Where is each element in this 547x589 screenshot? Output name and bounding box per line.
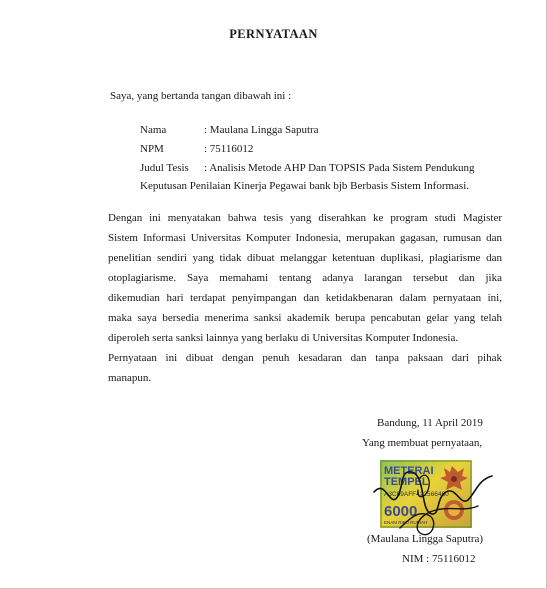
signer-name: (Maulana Lingga Saputra)	[367, 533, 484, 545]
thesis-title-continuation: Keputusan Penilaian Kinerja Pegawai bank bjb Berbasis Sistem Informasi.	[140, 180, 470, 192]
statement-line: Dengan ini menyatakan bahwa tesis yang diserahkan ke program studi Magister	[108, 212, 502, 224]
closing-line: Pernyataan ini dibuat dengan penuh kesadaran dan tanpa paksaan dari pihak	[108, 352, 502, 364]
signer-intro: Yang membuat pernyataan,	[362, 437, 483, 449]
field-label-name: Nama	[140, 124, 167, 136]
place-date: Bandung, 11 April 2019	[377, 417, 483, 429]
statement-line: maka saya bersedia menerima sanksi akademik berupa pencabutan gelar yang telah	[108, 312, 502, 324]
statement-line: Sistem Informasi Universitas Komputer Indonesia, merupakan gagasan, rumusan dan	[108, 232, 502, 244]
closing-line: manapun.	[108, 372, 152, 384]
intro-text: Saya, yang bertanda tangan dibawah ini :	[110, 90, 292, 102]
field-value-npm: : 75116012	[204, 143, 254, 155]
signer-nim: NIM : 75116012	[402, 553, 476, 565]
stamp-serial: A3C69AFF422566460	[384, 491, 449, 498]
statement-line: otoplagiarisme. Saya memahami tentang adanya larangan tersebut dan jika	[108, 272, 502, 284]
statement-line: dikemudian hari terdapat penyimpangan dan ketidakbenaran dalam pernyataan ini,	[108, 292, 502, 304]
document-title: PERNYATAAN	[229, 27, 318, 41]
statement-line: penelitian sendiri yang tidak dibuat melanggar ketentuan duplikasi, plagiarisme dan	[108, 252, 502, 264]
field-label-npm: NPM	[140, 143, 164, 155]
field-value-thesis: : Analisis Metode AHP Dan TOPSIS Pada Sistem Pendukung	[204, 162, 475, 174]
field-value-name: : Maulana Lingga Saputra	[204, 124, 319, 136]
stamp-line2: TEMPEL	[384, 476, 429, 488]
closing-paragraph	[108, 348, 502, 388]
statement-paragraph	[108, 208, 502, 348]
stamp-amount: 6000	[384, 503, 418, 520]
stamp-line1: METERAI	[384, 465, 434, 477]
stamp-small-text: ENAM RIBU RUPIAH	[384, 520, 428, 525]
field-label-thesis: Judul Tesis	[140, 162, 189, 174]
statement-line: diperoleh serta sanksi lainnya yang berlaku di Universitas Komputer Indonesia.	[108, 332, 459, 344]
